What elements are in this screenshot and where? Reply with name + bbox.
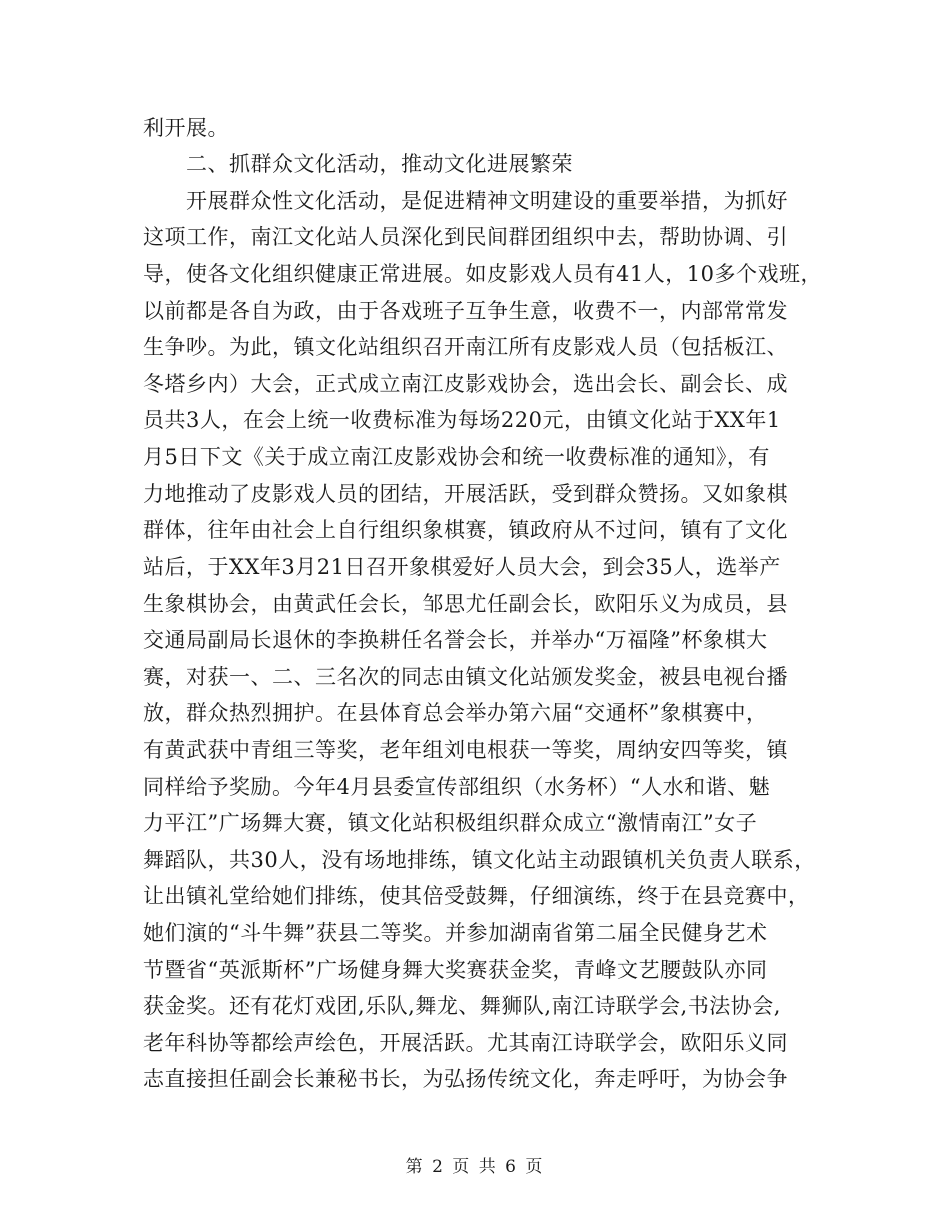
text-line-11: 力地推动了皮影戏人员的团结，开展活跃，受到群众赞扬。又如象棋	[143, 482, 788, 506]
text-line-19: 同样给予奖励。今年4月县委宣传部组织（水务杯）“人水和谐、魅	[143, 775, 771, 799]
page-number-label: 第 2 页 共 6 页	[405, 1157, 545, 1177]
text-line-20: 力平江”广场舞大赛，镇文化站积极组织群众成立“激情南江”女子	[143, 811, 758, 835]
text-line-12: 群体，往年由社会上自行组织象棋赛，镇政府从不过问，镇有了文化	[143, 518, 788, 542]
text-line-4: 这项工作，南江文化站人员深化到民间群团组织中去，帮助协调、引	[143, 225, 788, 249]
text-line-13: 站后，于XX年3月21日召开象棋爱好人员大会，到会35人，选举产	[143, 555, 781, 579]
text-line-26: 老年科协等都绘声绘色，开展活跃。尤其南江诗联学会，欧阳乐义同	[143, 1031, 788, 1055]
text-line-22: 让出镇礼堂给她们排练，使其倍受鼓舞，仔细演练，终于在县竞赛中，	[143, 884, 810, 908]
text-line-17: 放，群众热烈拥护。在县体育总会举办第六届“交通杯”象棋赛中，	[143, 701, 768, 725]
page-footer	[0, 1156, 950, 1178]
text-line-1: 利开展。	[143, 116, 229, 140]
text-line-25: 获金奖。还有花灯戏团,乐队,舞龙、舞狮队,南江诗联学会,书法协会,	[143, 994, 781, 1018]
text-line-7: 生争吵。为此，镇文化站组织召开南江所有皮影戏人员（包括板江、	[143, 335, 788, 359]
text-line-14: 生象棋协会，由黄武任会长，邹思尤任副会长，欧阳乐义为成员，县	[143, 592, 788, 616]
text-line-15: 交通局副局长退休的李换耕任名誉会长，并举办“万福隆”杯象棋大	[143, 628, 768, 652]
text-line-10: 月5日下文《关于成立南江皮影戏协会和统一收费标准的通知》，有	[143, 445, 770, 469]
text-line-23: 她们演的“斗牛舞”获县二等奖。并参加湖南省第二届全民健身艺术	[143, 921, 768, 945]
text-line-5: 导，使各文化组织健康正常进展。如皮影戏人员有41人，10多个戏班，	[143, 262, 822, 286]
text-line-18: 有黄武获中青组三等奖，老年组刘电根获一等奖，周纳安四等奖，镇	[143, 738, 788, 762]
text-line-16: 赛，对获一、二、三名次的同志由镇文化站颁发奖金，被县电视台播	[143, 665, 788, 689]
text-line-3: 开展群众性文化活动，是促进精神文明建设的重要举措，为抓好	[143, 189, 788, 213]
text-line-9: 员共3人，在会上统一收费标准为每场220元，由镇文化站于XX年1	[143, 408, 781, 432]
section-heading: 二、抓群众文化活动，推动文化进展繁荣	[143, 152, 573, 176]
text-line-8: 冬塔乡内）大会，正式成立南江皮影戏协会，选出会长、副会长、成	[143, 372, 788, 396]
text-line-21: 舞蹈队，共30人，没有场地排练，镇文化站主动跟镇机关负责人联系，	[143, 848, 816, 872]
text-line-24: 节暨省“英派斯杯”广场健身舞大奖赛获金奖，青峰文艺腰鼓队亦同	[143, 958, 768, 982]
text-line-27: 志直接担任副会长兼秘书长，为弘扬传统文化，奔走呼吁，为协会争	[143, 1067, 788, 1091]
text-line-6: 以前都是各自为政，由于各戏班子互争生意，收费不一，内部常常发	[143, 299, 788, 323]
